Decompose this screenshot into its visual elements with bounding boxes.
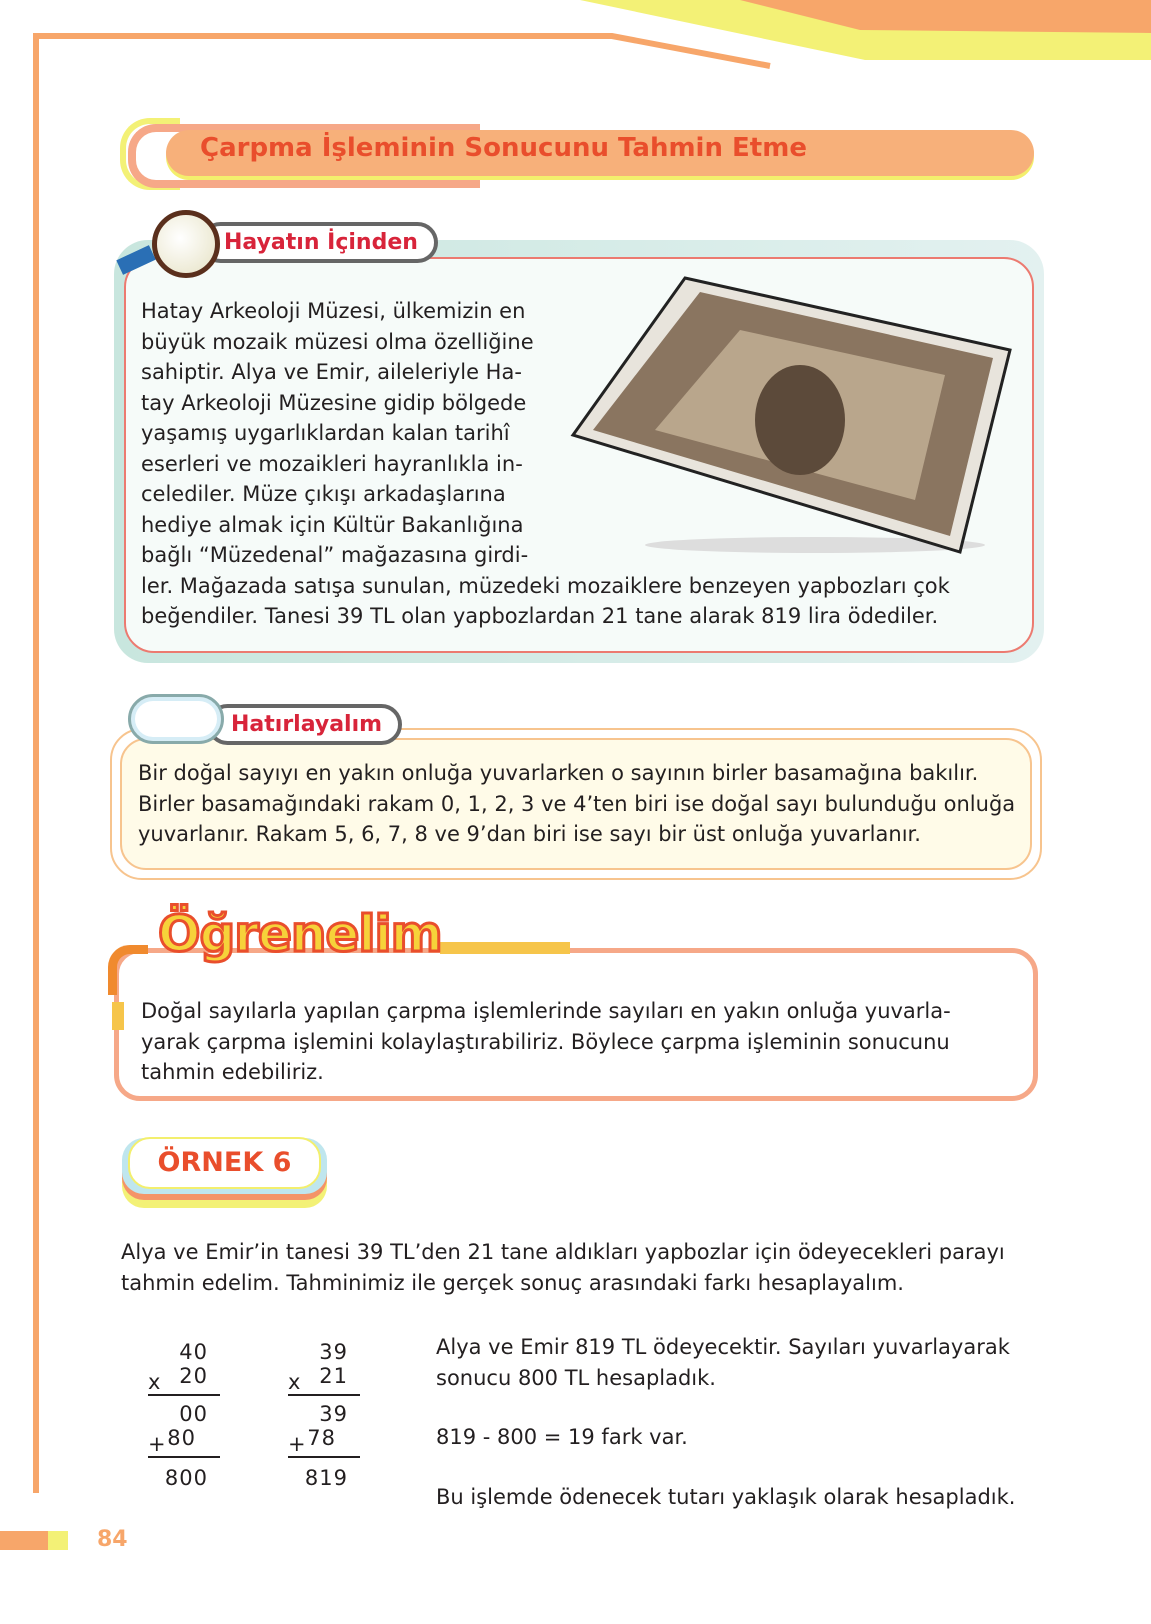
cloud-icon <box>128 694 224 744</box>
hatirlayalim-label: Hatırlayalım <box>207 704 402 745</box>
ogrenelim-corner <box>108 945 148 995</box>
ogrenelim-marker <box>112 1002 124 1030</box>
calc-estimate: 40 x 20 00 + 80 800 <box>148 1340 220 1490</box>
ornek-text: Alya ve Emir’in tanesi 39 TL’den 21 tane aldıkları yapbozlar için ödeyecekleri parayı tahmin edelim. Tahminimiz ile gerçek sonuç arasındaki farkı hesaplayalım. <box>121 1240 1005 1295</box>
ogrenelim-text: Doğal sayılarla yapılan çarpma işlemlerinde sayıları en yakın onluğa yuvarla- yarak çarpma işlemini kolaylaştırabiliriz. Böylece çarpma işleminin sonucunu tahmin edebiliriz. <box>141 999 951 1084</box>
footer-bar-orange <box>0 1531 48 1550</box>
ornek-explanation: Alya ve Emir 819 TL ödeyecektir. Sayıları yuvarlayarak sonucu 800 TL hesapladık. 819 - 800 = 19 fark var. Bu işlemde ödenecek tutarı yaklaşık olarak hesapladık. <box>436 1335 1016 1509</box>
hatirlayalim-text: Bir doğal sayıyı en yakın onluğa yuvarlarken o sayının birler basamağına bakılır. Birler basamağındaki rakam 0, 1, 2, 3 ve 4’ten biri ise doğal sayı bulunduğu onluğa yuvarlanır. Rakam 5, 6, 7, 8 ve 9’dan biri ise sayı bir üst onluğa yuvarlanır. <box>138 761 1016 846</box>
hayatin-label: Hayatın İçinden <box>200 222 438 263</box>
calc-line <box>288 1394 360 1396</box>
magnifier-icon <box>152 210 220 278</box>
mosaic-puzzle-image <box>565 270 1015 560</box>
ogrenelim-bar <box>440 942 570 954</box>
hayatin-text: Hatay Arkeoloji Müzesi, ülkemizin en büyük mozaik müzesi olma özelliğine sahiptir. Alya ve Emir, aileleriyle Ha- tay Arkeoloji Müzesine gidip bölgede yaşamış uygarlıklardan kalan tarihî eserleri ve mozaikleri hayranlıkla in- celediler. Müze çıkışı arkadaşlarına hediye almak için Kültür Bakanlığına bağlı “Müzedenal” mağazasına girdi- ler. Mağazada satışa sunulan, müzedeki mozaiklere benzeyen yapbozları çok beğendiler. Tanesi 39 TL olan yapbozlardan 21 tane alarak 819 lira ödediler. <box>141 299 950 628</box>
footer-bar-yellow <box>48 1531 68 1550</box>
calc-actual: 39 x 21 39 + 78 819 <box>288 1340 360 1490</box>
page-title: Çarpma İşleminin Sonucunu Tahmin Etme <box>200 133 807 163</box>
ogrenelim-title: Öğrenelim <box>158 905 442 963</box>
page-header-decoration <box>0 0 1151 100</box>
page-border-left <box>33 33 39 1493</box>
ornek-label: ÖRNEK 6 <box>128 1137 321 1189</box>
page-number: 84 <box>97 1527 128 1552</box>
calc-line <box>148 1456 220 1458</box>
calc-line <box>288 1456 360 1458</box>
calc-line <box>148 1394 220 1396</box>
